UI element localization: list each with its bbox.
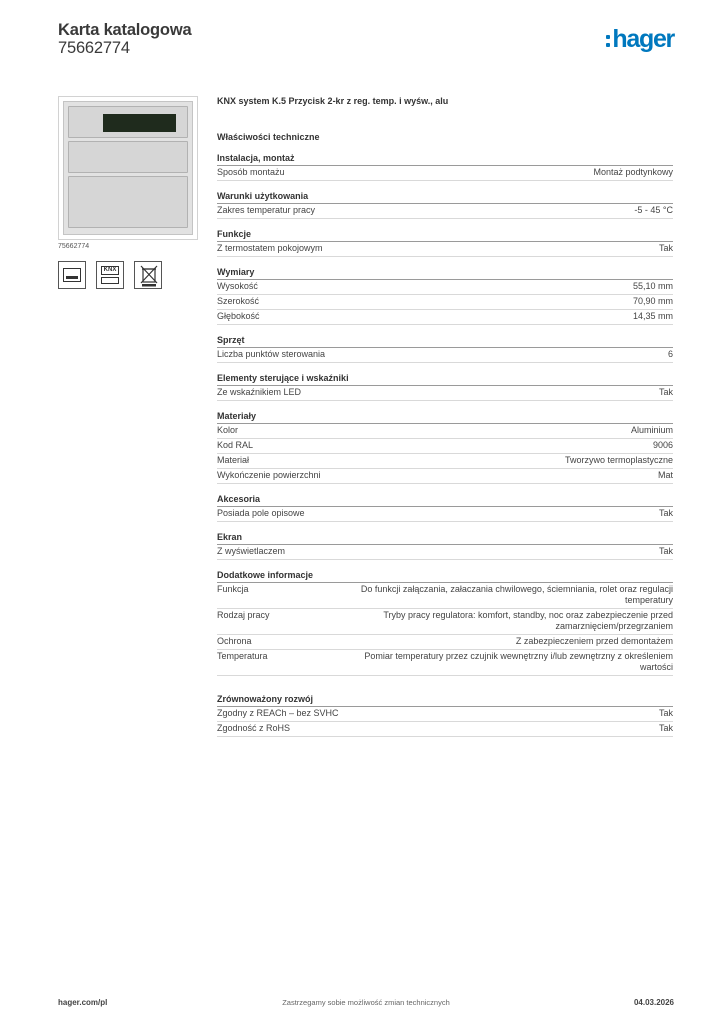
- logo-text: hager: [612, 24, 674, 53]
- article-number-label: 75662774: [58, 243, 90, 250]
- spec-row: [217, 635, 673, 650]
- knx-mark: KNX: [101, 266, 119, 275]
- spec-value: Do funkcji załączania, załaczania chwilowego, ściemniania, rolet oraz regulacji temperatury: [360, 584, 673, 605]
- spec-group-title: Materiały: [217, 410, 673, 424]
- sustainability-rows: [217, 707, 673, 737]
- spec-group-title: Sprzęt: [217, 334, 673, 348]
- spec-value: Tak: [658, 387, 673, 397]
- spec-row: [217, 166, 673, 181]
- spec-label: Temperatura: [217, 651, 268, 661]
- spec-row: [217, 295, 673, 310]
- specification-content: [217, 94, 673, 737]
- product-name: KNX system K.5 Przycisk 2-kr z reg. temp. i wyśw., alu: [217, 96, 449, 106]
- logo-dots-icon: [606, 35, 610, 47]
- spec-value: 9006: [652, 440, 673, 450]
- spec-label: Szerokość: [217, 296, 260, 306]
- spec-row: [217, 469, 673, 484]
- spec-value: Tryby pracy regulatora: komfort, standby, noc oraz zabezpieczenie przed zamarznięciem/przegrzaniem: [383, 610, 673, 631]
- spec-value: 14,35 mm: [632, 311, 673, 321]
- spec-label: Kod RAL: [217, 440, 254, 450]
- spec-label: Ze wskaźnikiem LED: [217, 387, 302, 397]
- sustainability-title: Zrównoważony rozwój: [217, 693, 673, 707]
- spec-row: [217, 722, 673, 737]
- spec-label: Funkcja: [217, 584, 249, 594]
- product-rocker-bottom: [68, 176, 188, 228]
- spec-value: Pomiar temperatury przez czujnik wewnętrzny i/lub zewnętrzny z określeniem wartości: [364, 651, 673, 672]
- spec-label: Zgodny z REACh – bez SVHC: [217, 708, 339, 718]
- spec-row: [217, 707, 673, 722]
- spec-value: Tak: [658, 723, 673, 733]
- spec-group-title: Akcesoria: [217, 493, 673, 507]
- spec-value: Tak: [658, 546, 673, 556]
- spec-label: Liczba punktów sterowania: [217, 349, 326, 359]
- spec-row: [217, 439, 673, 454]
- spec-row: [217, 507, 673, 522]
- spec-label: Posiada pole opisowe: [217, 508, 305, 518]
- spec-value: Tworzywo termoplastyczne: [564, 455, 673, 465]
- footer-website[interactable]: hager.com/pl: [58, 998, 108, 1007]
- spec-value: -5 - 45 °C: [634, 205, 673, 215]
- spec-row: [217, 310, 673, 325]
- spec-row: [217, 280, 673, 295]
- hager-logo: [606, 25, 674, 53]
- spec-value: 55,10 mm: [632, 281, 673, 291]
- spec-value: Tak: [658, 243, 673, 253]
- spec-value: Montaż podtynkowy: [593, 167, 673, 177]
- spec-label: Kolor: [217, 425, 239, 435]
- spec-row: [217, 454, 673, 469]
- spec-group-title: Warunki użytkowania: [217, 190, 673, 204]
- spec-row: [217, 348, 673, 363]
- knx-device-icon: [96, 261, 124, 289]
- page-footer: [58, 998, 674, 1010]
- spec-group-title: Instalacja, montaż: [217, 152, 673, 166]
- spec-row: [217, 424, 673, 439]
- spec-value: Z zabezpieczeniem przed demontażem: [515, 636, 673, 646]
- spec-groups: [217, 152, 673, 676]
- spec-label: Rodzaj pracy: [217, 610, 270, 620]
- spec-label: Wysokość: [217, 281, 258, 291]
- page-header: [58, 20, 674, 80]
- spec-row: [217, 609, 673, 635]
- spec-row: [217, 545, 673, 560]
- spec-label: Wykończenie powierzchni: [217, 470, 321, 480]
- spec-value: 6: [667, 349, 673, 359]
- certification-icons: [58, 261, 162, 289]
- spec-row: [217, 204, 673, 219]
- spec-label: Z wyświetlaczem: [217, 546, 286, 556]
- spec-label: Materiał: [217, 455, 250, 465]
- spec-value: 70,90 mm: [632, 296, 673, 306]
- product-image: [63, 101, 193, 235]
- footer-notice: Zastrzegamy sobie możliwość zmian technicznych: [282, 998, 450, 1007]
- spec-group-title: Ekran: [217, 531, 673, 545]
- spec-label: Sposób montażu: [217, 167, 285, 177]
- product-rocker-middle: [68, 141, 188, 173]
- spec-row: [217, 583, 673, 609]
- spec-value: Mat: [657, 470, 673, 480]
- spec-label: Głębokość: [217, 311, 260, 321]
- spec-group-title: Wymiary: [217, 266, 673, 280]
- spec-row: [217, 650, 673, 676]
- product-rocker-top: [68, 106, 188, 138]
- spec-label: Z termostatem pokojowym: [217, 243, 323, 253]
- spec-row: [217, 386, 673, 401]
- document-number: 75662774: [58, 39, 130, 57]
- spec-value: Aluminium: [630, 425, 673, 435]
- spec-value: Tak: [658, 708, 673, 718]
- display-device-icon: [58, 261, 86, 289]
- spec-label: Ochrona: [217, 636, 252, 646]
- product-image-frame: [58, 96, 198, 240]
- spec-group-title: Dodatkowe informacje: [217, 569, 673, 583]
- spec-row: [217, 242, 673, 257]
- product-display: [103, 114, 176, 132]
- weee-bin-icon: [134, 261, 162, 289]
- spec-value: Tak: [658, 508, 673, 518]
- spec-label: Zgodność z RoHS: [217, 723, 291, 733]
- document-title: Karta katalogowa: [58, 21, 192, 39]
- spec-label: Zakres temperatur pracy: [217, 205, 316, 215]
- spec-group-title: Funkcje: [217, 228, 673, 242]
- technical-properties-title: Właściwości techniczne: [217, 132, 320, 142]
- spec-group-title: Elementy sterujące i wskaźniki: [217, 372, 673, 386]
- footer-date: 04.03.2026: [633, 998, 674, 1007]
